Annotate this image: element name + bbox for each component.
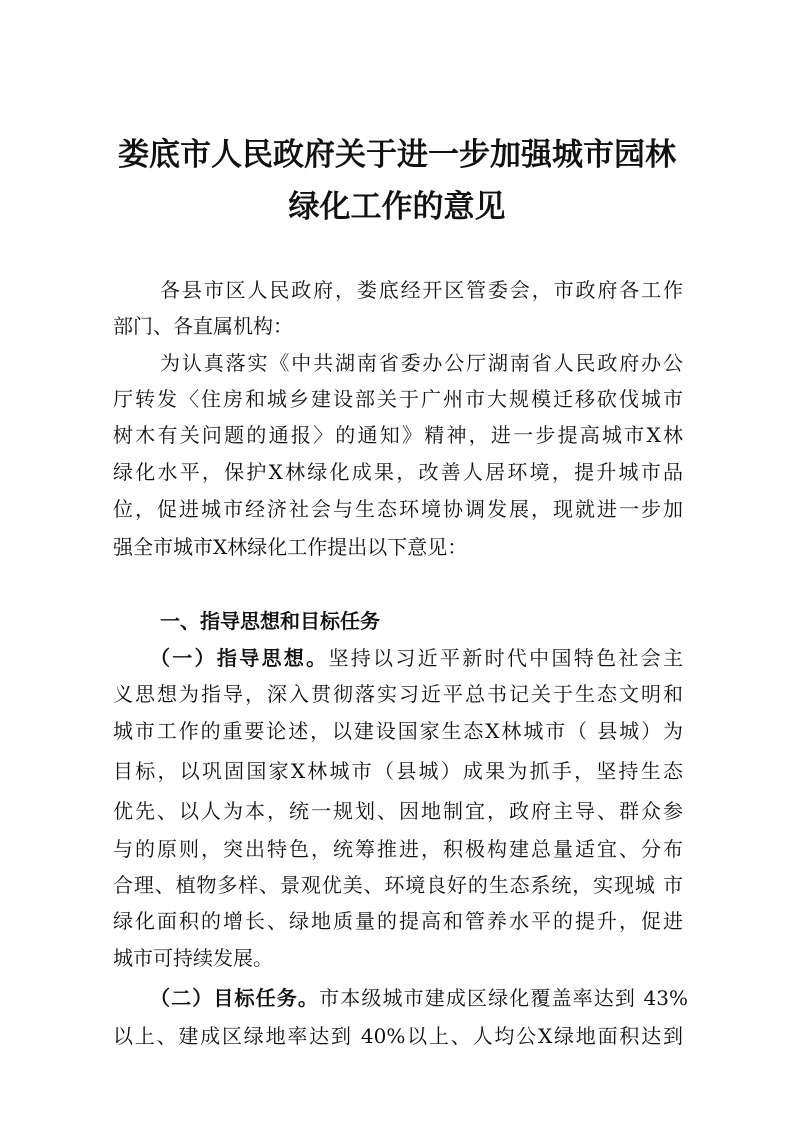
- guiding-line: 优先、以人为本，统一规划、因地制宜，政府主导、群众参: [113, 799, 683, 823]
- section-heading: 一、指导思想和目标任务: [160, 609, 380, 633]
- intro-line: 位，促进城市经济社会与生态环境协调发展，现就进一步加: [113, 497, 683, 521]
- targets-text: 市本级城市建成区绿化覆盖率达到 43%: [319, 986, 688, 1010]
- guiding-text: 坚持以习近平新时代中国特色社会主: [328, 646, 684, 670]
- targets-line: [150, 985, 688, 1011]
- document-title-line-2: 绿化工作的意见: [288, 189, 506, 225]
- addressee-line: 部门、各直属机构：: [113, 314, 293, 338]
- guiding-line: 合理、植物多样、景观优美、环境良好的生态系统，实现城 市: [113, 873, 683, 897]
- intro-line: 树木有关问题的通报〉的通知》精神，进一步提高城市X林: [113, 423, 683, 447]
- guiding-line: 目标，以巩固国家X林城市（县城）成果为抓手，坚持生态: [113, 759, 683, 783]
- document-title-line-1: 娄底市人民政府关于进一步加强城市园林: [118, 137, 676, 173]
- guiding-label: （一）指导思想。: [150, 646, 329, 670]
- intro-line: 强全市城市X林绿化工作提出以下意见：: [113, 535, 468, 559]
- guiding-line: [150, 645, 683, 671]
- intro-line: 绿化水平，保护X林绿化成果，改善人居环境，提升城市品: [113, 460, 683, 484]
- addressee-line: 各县市区人民政府，娄底经开区管委会，市政府各工作: [160, 278, 683, 302]
- intro-line: 为认真落实《中共湖南省委办公厅湖南省人民政府办公: [160, 351, 683, 375]
- guiding-line: 与的原则，突出特色，统筹推进，积极构建总量适宜、分布: [113, 837, 683, 861]
- guiding-line: 绿化面积的增长、绿地质量的提高和管养水平的提升，促进: [113, 909, 683, 933]
- intro-line: 厅转发〈住房和城乡建设部关于广州市大规模迁移砍伐城市: [113, 387, 683, 411]
- guiding-line: 义思想为指导，深入贯彻落实习近平总书记关于生态文明和: [113, 682, 683, 706]
- targets-line: 以上、建成区绿地率达到 40%以上、人均公X绿地面积达到: [113, 1024, 683, 1048]
- guiding-line: 城市工作的重要论述，以建设国家生态X林城市（ 县城）为: [113, 719, 683, 743]
- targets-label: （二）目标任务。: [150, 986, 320, 1010]
- guiding-line: 城市可持续发展。: [113, 946, 273, 970]
